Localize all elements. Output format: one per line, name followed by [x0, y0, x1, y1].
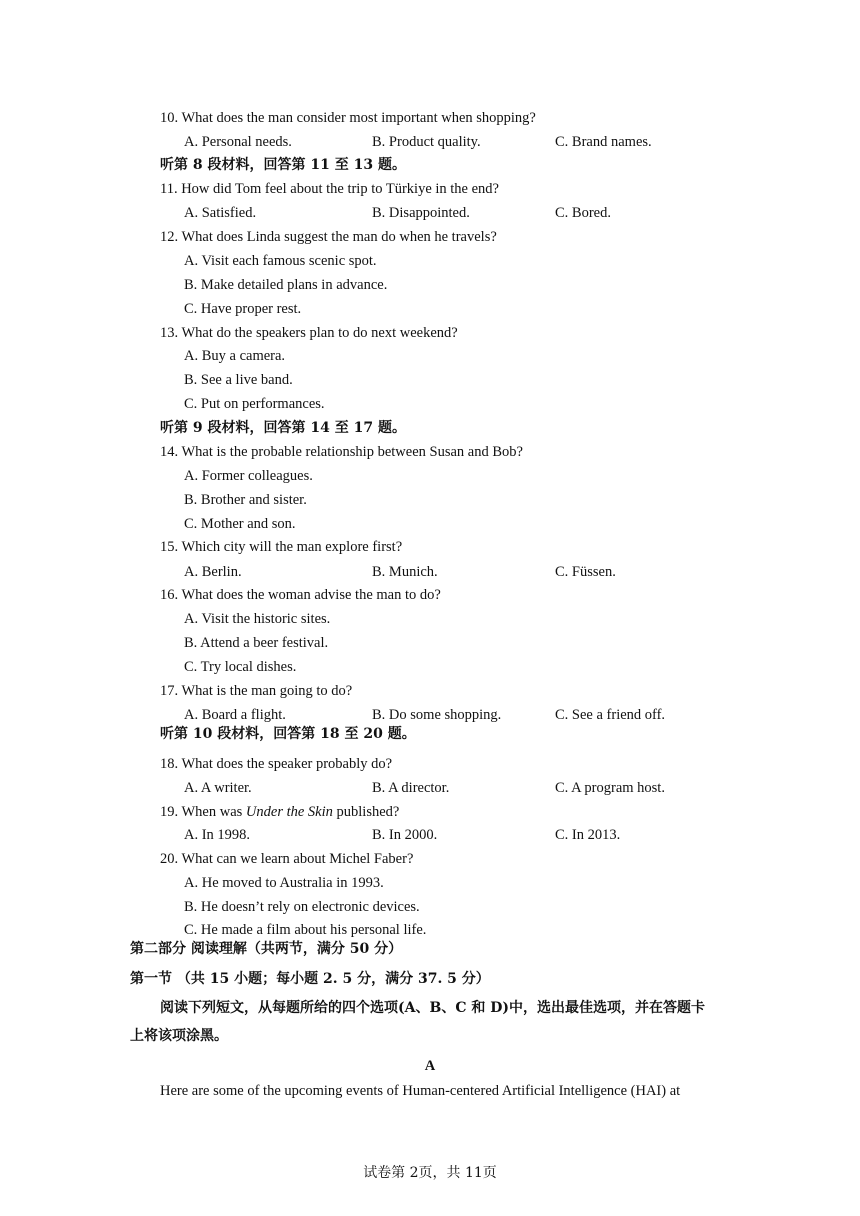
q18-option-b: B. A director.: [372, 780, 450, 796]
question-20-stem: 20. What can we learn about Michel Faber?: [160, 851, 414, 867]
q12-option-b: B. Make detailed plans in advance.: [184, 277, 388, 293]
part2-title: 第二部分 阅读理解（共两节，满分 50 分）: [130, 941, 403, 957]
material-8-header: 听第 8 段材料，回答第 11 至 13 题。: [160, 157, 406, 173]
q13-option-a: A. Buy a camera.: [184, 348, 286, 364]
q20-option-c: C. He made a film about his personal life.: [184, 922, 427, 938]
instruction-line-1: 阅读下列短文，从每题所给的四个选项(A、B、C 和 D)中，选出最佳选项，并在答题卡: [160, 1000, 705, 1016]
q16-option-c: C. Try local dishes.: [184, 659, 297, 675]
q10-option-a: A. Personal needs.: [184, 134, 292, 150]
q14-option-a: A. Former colleagues.: [184, 468, 313, 484]
passage-label: A: [424, 1058, 436, 1074]
q17-option-a: A. Board a flight.: [184, 707, 286, 723]
q18-option-a: A. A writer.: [184, 780, 252, 796]
q11-option-b: B. Disappointed.: [372, 205, 470, 221]
q19-stem-after: published?: [332, 804, 400, 820]
question-18-stem: 18. What does the speaker probably do?: [160, 756, 393, 772]
q15-option-b: B. Munich.: [372, 564, 438, 580]
q10-option-c: C. Brand names.: [555, 134, 652, 150]
q20-option-a: A. He moved to Australia in 1993.: [184, 875, 384, 891]
q12-option-c: C. Have proper rest.: [184, 301, 302, 317]
question-13-stem: 13. What do the speakers plan to do next weekend?: [160, 325, 458, 341]
q17-option-b: B. Do some shopping.: [372, 707, 502, 723]
q11-option-c: C. Bored.: [555, 205, 611, 221]
question-11-stem: 11. How did Tom feel about the trip to Türkiye in the end?: [160, 181, 499, 197]
q19-stem-before: 19. When was: [160, 804, 246, 820]
q19-option-c: C. In 2013.: [555, 827, 621, 843]
q13-option-c: C. Put on performances.: [184, 396, 325, 412]
q19-book-title: Under the Skin: [245, 804, 333, 820]
passage-text: Here are some of the upcoming events of Human-centered Artificial Intelligence (HAI) at: [160, 1083, 681, 1099]
q10-option-b: B. Product quality.: [372, 134, 481, 150]
question-14-stem: 14. What is the probable relationship between Susan and Bob?: [160, 444, 523, 460]
instruction-line-2: 上将该项涂黑。: [130, 1028, 228, 1044]
q17-option-c: C. See a friend off.: [555, 707, 666, 723]
material-9-header: 听第 9 段材料，回答第 14 至 17 题。: [160, 420, 406, 436]
q15-option-c: C. Füssen.: [555, 564, 616, 580]
q18-option-c: C. A program host.: [555, 780, 665, 796]
question-19-stem: [160, 803, 399, 821]
q13-option-b: B. See a live band.: [184, 372, 293, 388]
question-12-stem: 12. What does Linda suggest the man do when he travels?: [160, 229, 497, 245]
question-17-stem: 17. What is the man going to do?: [160, 683, 353, 699]
q20-option-b: B. He doesn’t rely on electronic devices.: [184, 899, 420, 915]
question-10-stem: 10. What does the man consider most important when shopping?: [160, 110, 536, 126]
q19-option-a: A. In 1998.: [184, 827, 251, 843]
q14-option-c: C. Mother and son.: [184, 516, 296, 532]
material-10-header: 听第 10 段材料，回答第 18 至 20 题。: [160, 726, 416, 742]
q19-option-b: B. In 2000.: [372, 827, 438, 843]
question-16-stem: 16. What does the woman advise the man to do?: [160, 587, 441, 603]
q12-option-a: A. Visit each famous scenic spot.: [184, 253, 377, 269]
q16-option-a: A. Visit the historic sites.: [184, 611, 331, 627]
q15-option-a: A. Berlin.: [184, 564, 242, 580]
page-footer: 试卷第 2页，共 11页: [363, 1165, 497, 1181]
q16-option-b: B. Attend a beer festival.: [184, 635, 329, 651]
q11-option-a: A. Satisfied.: [184, 205, 257, 221]
q14-option-b: B. Brother and sister.: [184, 492, 307, 508]
question-15-stem: 15. Which city will the man explore first?: [160, 539, 403, 555]
section1-title: 第一节 （共 15 小题；每小题 2. 5 分，满分 37. 5 分）: [130, 971, 490, 987]
